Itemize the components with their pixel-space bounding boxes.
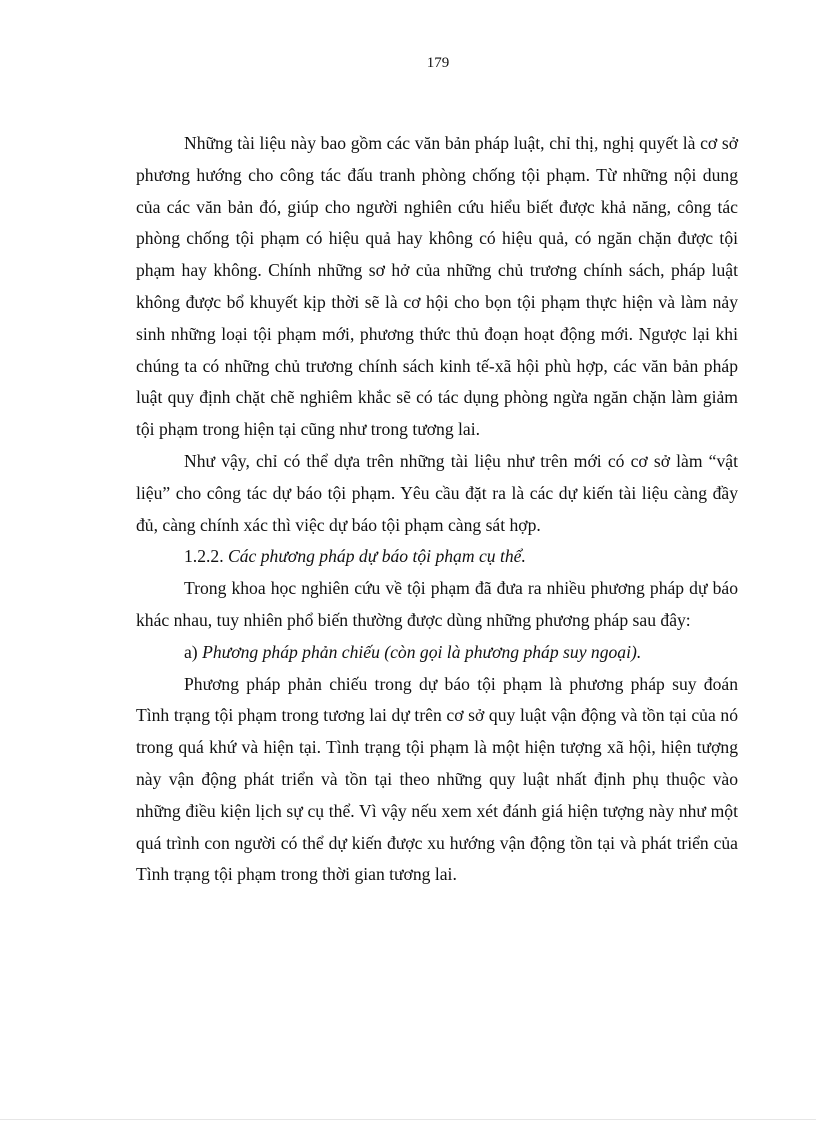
page-number: 179: [426, 55, 450, 71]
subsection-title: Phương pháp phản chiếu (còn gọi là phương pháp suy ngoại).: [202, 641, 642, 662]
section-number: 1.2.2.: [184, 546, 224, 567]
section-heading: [136, 541, 738, 573]
page-bottom-divider: [0, 1119, 816, 1120]
section-title: Các phương pháp dự báo tội phạm cụ thể.: [228, 546, 526, 567]
subsection-marker: a): [184, 641, 198, 662]
paragraph-method: Phương pháp phản chiếu trong dự báo tội phạm là phương pháp suy đoán Tình trạng tội phạm trong tương lai dự trên cơ sở quy luật vận động và tồn tại của nó trong quá khứ và hiện tại. Tình trạng tội phạm là một hiện tượng xã hội, hiện tượng này vận động phát triển và tồn tại theo những quy luật nhất định phụ thuộc vào những điều kiện lịch sự cụ thể. Vì vậy nếu xem xét đánh giá hiện tượng này như một quá trình con người có thể dự kiến được xu hướng vận động tồn tại và phát triển của Tình trạng tội phạm trong thời gian tương lai.: [136, 673, 738, 885]
subsection-heading: [136, 637, 738, 669]
paragraph-documents: Những tài liệu này bao gồm các văn bản pháp luật, chỉ thị, nghị quyết là cơ sở phương hướng cho công tác đấu tranh phòng chống tội phạm. Từ những nội dung của các văn bản đó, giúp cho người nghiên cứu hiểu biết được khả năng, công tác phòng chống tội phạm có hiệu quả hay không có hiệu quả, có ngăn chặn được tội phạm hay không. Chính những sơ hở của những chủ trương chính sách, pháp luật không được bổ khuyết kịp thời sẽ là cơ hội cho bọn tội phạm thực hiện và làm nảy sinh những loại tội phạm mới, phương thức thủ đoạn hoạt động mới. Ngược lại khi chúng ta có những chủ trương chính sách kinh tế-xã hội phù hợp, các văn bản pháp luật quy định chặt chẽ nghiêm khắc sẽ có tác dụng phòng ngừa ngăn chặn làm giảm tội phạm trong hiện tại cũng như trong tương lai.: [136, 133, 738, 440]
body-text: [136, 128, 738, 891]
paragraph-materials: Như vậy, chỉ có thể dựa trên những tài liệu như trên mới có cơ sở làm “vật liệu” cho công tác dự báo tội phạm. Yêu cầu đặt ra là các dự kiến tài liệu càng đầy đủ, càng chính xác thì việc dự báo tội phạm càng sát hợp.: [136, 450, 738, 535]
paragraph-intro: Trong khoa học nghiên cứu về tội phạm đã đưa ra nhiều phương pháp dự báo khác nhau, tuy nhiên phổ biến thường được dùng những phương pháp sau đây:: [136, 578, 738, 630]
